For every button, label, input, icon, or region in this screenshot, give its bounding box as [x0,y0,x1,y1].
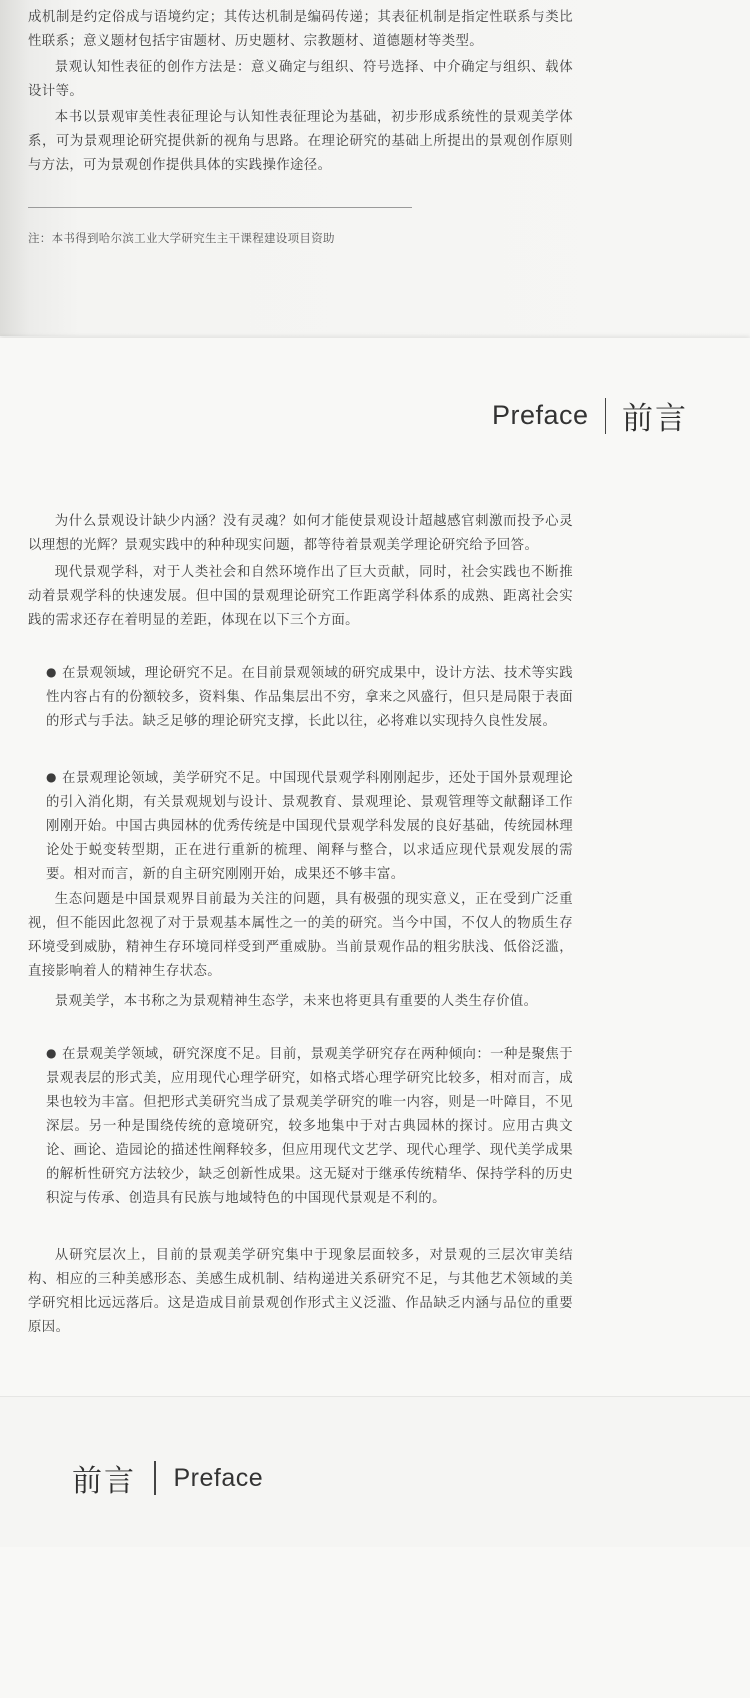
body-paragraph-2: 现代景观学科，对于人类社会和自然环境作出了巨大贡献，同时，社会实践也不断推动着景观学科的快速发展。但中国的景观理论研究工作距离学科体系的成熟、距离社会实践的需求还存在着明显的差距，体现在以下三个方面。 [28,565,573,628]
bullet-item-2-text: 在景观理论领域，美学研究不足。中国现代景观学科刚刚起步，还处于国外景观理论的引入消化期，有关景观规划与设计、景观教育、景观理论、景观管理等文献翻译工作刚刚开始。中国古典园林的优秀传统是中国现代景观学科发展的良好基础，传统园林理论处于蜕变转型期，正在进行重新的梳理、阐释与整合，以求适应现代景观发展的需要。相对而言，新的自主研究刚刚开始，成果还不够丰富。 [46,771,573,882]
previous-page [0,0,750,336]
bullet-icon: ● [46,1046,57,1060]
bullet-item-3 [46,1041,573,1211]
bullet-icon: ● [46,665,57,679]
preface-title-chinese: 前言 [622,401,688,437]
title-separator [605,398,607,434]
body-paragraph-3: 生态问题是中国景观界目前最为关注的问题，具有极强的现实意义，正在受到广泛重视，但不能因此忽视了对于景观基本属性之一的美的研究。当今中国，不仅人的物质生存环境受到威胁，精神生存环境同样受到严重威胁。当前景观作品的粗劣肤浅、低俗泛滥，直接影响着人的精神生存状态。 [28,892,573,979]
bullet-item-1-text: 在景观领域，理论研究不足。在目前景观领域的研究成果中，设计方法、技术等实践性内容占有的份额较多，资料集、作品集层出不穷，拿来之风盛行，但只是局限于表面的形式与手法。缺乏足够的理论研究支撑，长此以往，必将难以实现持久良性发展。 [46,666,573,729]
preface-header [492,393,688,438]
footnote-divider [28,207,412,208]
footnote: 注：本书得到哈尔滨工业大学研究生主干课程建设项目资助 [28,231,335,245]
footer-title-english: Preface [173,1463,264,1492]
footer-separator [154,1461,156,1495]
bullet-item-3-text: 在景观美学领域，研究深度不足。目前，景观美学研究存在两种倾向：一种是聚焦于景观表层的形式美，应用现代心理学研究，如格式塔心理学研究比较多，相对而言，成果也较为丰富。但把形式美研究当成了景观美学研究的唯一内容，则是一叶障目，不见深层。另一种是围绕传统的意境研究，较多地集中于对古典园林的探讨。应用古典文论、画论、造园论的描述性阐释较多，但应用现代文艺学、现代心理学、现代美学成果的解析性研究方法较少，缺乏创新性成果。这无疑对于继承传统精华、保持学科的历史积淀与传承、创造具有民族与地域特色的中国现代景观是不利的。 [46,1047,573,1206]
body-paragraph-1: 为什么景观设计缺少内涵？没有灵魂？如何才能使景观设计超越感官刺激而投予心灵以理想的光辉？景观实践中的种种现实问题，都等待着景观美学理论研究给予回答。 [28,514,573,553]
bullet-item-1 [46,660,573,734]
top-paragraph-1: 成机制是约定俗成与语境约定；其传达机制是编码传递；其表征机制是指定性联系与类比性联系；意义题材包括宇宙题材、历史题材、宗教题材、道德题材等类型。 [28,10,573,49]
footer-title-chinese: 前言 [72,1464,136,1499]
bullet-icon: ● [46,770,57,784]
body-paragraph-4: 景观美学，本书称之为景观精神生态学，未来也将更具有重要的人类生存价值。 [54,994,538,1009]
top-paragraph-2: 景观认知性表征的创作方法是：意义确定与组织、符号选择、中介确定与组织、载体设计等。 [28,60,573,99]
top-paragraph-3: 本书以景观审美性表征理论与认知性表征理论为基础，初步形成系统性的景观美学体系，可为景观理论研究提供新的视角与思路。在理论研究的基础上所提出的景观创作原则与方法，可为景观创作提供具体的实践操作途径。 [28,110,573,173]
footer-heading [72,1456,263,1500]
bullet-item-2 [46,765,573,887]
body-paragraph-5: 从研究层次上，目前的景观美学研究集中于现象层面较多，对景观的三层次审美结构、相应的三种美感形态、美感生成机制、结构递进关系研究不足，与其他艺术领域的美学研究相比远远落后。这是造成目前景观创作形式主义泛滥、作品缺乏内涵与品位的重要原因。 [28,1248,573,1335]
preface-title-english: Preface [491,400,589,430]
